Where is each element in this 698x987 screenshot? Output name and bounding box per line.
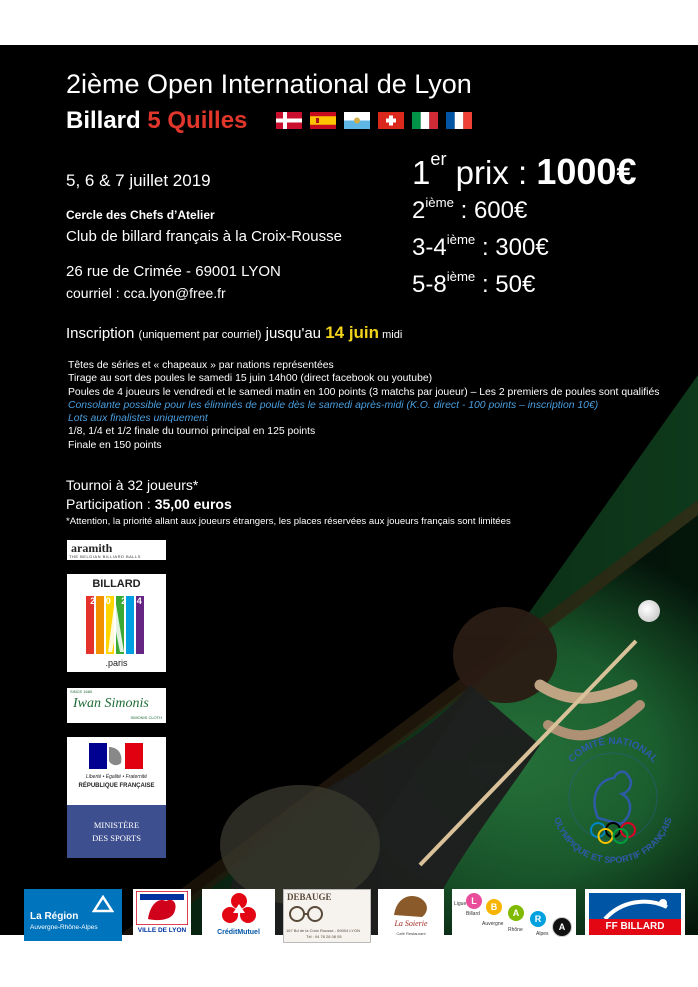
event-dates: 5, 6 & 7 juillet 2019 — [66, 171, 211, 190]
switzerland-flag-icon — [378, 112, 404, 129]
club-name: Club de billard français à la Croix-Rousse — [66, 228, 342, 245]
olympic-rings-icon — [591, 823, 635, 843]
spain-flag-icon — [310, 112, 336, 129]
san-marino-flag-icon — [344, 112, 370, 129]
ligue-lbara-logo: Ligue Billard Auvergne Rhône Alpes L B A R A — [452, 889, 576, 941]
billard-2024-logo: BILLARD 2 0 2 4 .paris — [67, 574, 166, 672]
event-subtitle — [66, 107, 247, 135]
la-soierie-logo: La Soierie Café Restaurant — [378, 889, 444, 941]
cnosf-logo — [538, 722, 688, 872]
third-prize: 3-4ième : 300€ — [412, 232, 549, 261]
debauge-logo: DEBAUGE 167 Bd de la Croix Rousse - 69004 LYON Tél : 04 78 28 08 05 — [283, 889, 371, 943]
event-title: 2ième Open International de Lyon — [66, 69, 472, 99]
bottom-sponsors — [0, 890, 698, 940]
priority-warning: *Attention, la priorité allant aux joueurs étrangers, les places réservées aux joueurs français sont limitées — [66, 516, 511, 527]
glasses-icon — [288, 904, 324, 924]
subtitle-quilles: 5 Quilles — [147, 107, 248, 134]
fifth-prize: 5-8ième : 50€ — [412, 269, 536, 298]
credit-mutuel-icon — [219, 891, 259, 927]
denmark-flag-icon — [276, 112, 302, 129]
cue-ball — [638, 600, 660, 622]
rule-line-consolante: Consolante possible pour les éliminés de poule dès le samedi après-midi (K.O. direct - 100 points – inscription 10€) — [68, 399, 599, 411]
tournament-rules — [68, 359, 659, 452]
contact-email: courriel : cca.lyon@free.fr — [66, 285, 226, 301]
region-aura-logo: La Région Auvergne-Rhône-Alpes — [24, 889, 122, 941]
france-flag-icon — [446, 112, 472, 129]
rule-line: Finale en 150 points — [68, 439, 162, 451]
rooster-icon — [595, 772, 631, 824]
dark-panel — [0, 45, 698, 935]
second-prize: 2ième : 600€ — [412, 195, 528, 224]
simonis-logo: SINCE 1680 Iwan Simonis SIMONIS CLOTH — [67, 688, 166, 723]
registration-deadline: Inscription (uniquement par courriel) jusqu'au 14 juin midi — [66, 323, 403, 342]
italy-flag-icon — [412, 112, 438, 129]
ff-billard-logo: FF BILLARD — [585, 889, 685, 941]
mountain-icon — [92, 895, 114, 913]
aramith-logo: aramith THE BELGIAN BILLIARD BALLS — [67, 540, 166, 560]
player-count: Tournoi à 32 joueurs* — [66, 477, 199, 493]
credit-mutuel-logo: CréditMutuel — [202, 889, 275, 941]
first-prize: 1er prix : 1000€ — [412, 149, 637, 192]
ministere-sports-logo: MINISTÈRE DES SPORTS — [67, 805, 166, 858]
svg-text:COMITÉ NATIONAL: COMITÉ NATIONAL — [566, 735, 660, 766]
marianne-icon — [89, 743, 143, 769]
rule-line: Poules de 4 joueurs le vendredi et le samedi matin en 100 points (3 matchs par joueur) – Les 2 premiers de poules sont qualifiés — [68, 386, 660, 398]
rule-line: 1/8, 1/4 et 1/2 finale du tournoi principal en 125 points — [68, 426, 316, 438]
republique-francaise-logo: Liberté • Égalité • Fraternité RÉPUBLIQUE FRANÇAISE — [67, 737, 166, 805]
lion-head-icon — [388, 891, 434, 919]
svg-text:OLYMPIQUE ET SPORTIF FRANÇAIS: OLYMPIQUE ET SPORTIF FRANÇAIS — [552, 815, 674, 866]
lion-icon — [136, 891, 188, 925]
country-flags — [276, 112, 472, 129]
ville-de-lyon-logo: VILLE DE LYON — [133, 889, 191, 941]
rule-line: Tirage au sort des poules le samedi 15 juin 14h00 (direct facebook ou youtube) — [68, 373, 433, 385]
venue-address: 26 rue de Crimée - 69001 LYON — [66, 263, 281, 280]
participation-fee: Participation : 35,00 euros — [66, 496, 232, 512]
rule-line: Têtes de séries et « chapeaux » par nations représentées — [68, 360, 334, 371]
rule-line-lots: Lots aux finalistes uniquement — [68, 413, 208, 425]
venue-name: Cercle des Chefs d’Atelier — [66, 208, 215, 222]
subtitle-billard: Billard — [66, 107, 148, 134]
